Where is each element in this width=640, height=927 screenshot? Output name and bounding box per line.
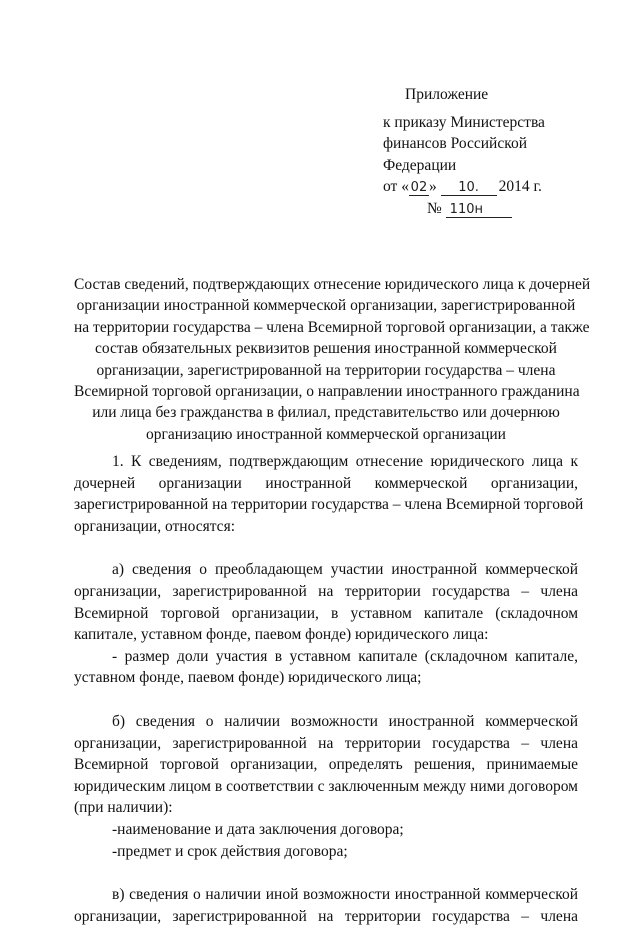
text-line: уставном фонде, паевом фонде) юридического лица; (74, 669, 422, 687)
text-line: б) сведения о наличии возможности иностранной коммерческой (112, 712, 578, 730)
text-line: - размер доли участия в уставном капитале (складочном капитале, (112, 647, 578, 665)
paragraph-b (74, 711, 578, 862)
text-line: юридическим лицом в соответствии с заключенным между ними договором (74, 777, 578, 795)
handwritten-day: 02 (410, 180, 428, 195)
paragraph-a (74, 559, 578, 689)
text-line: организации, относятся: (74, 517, 236, 535)
text-line: (при наличии): (74, 799, 173, 817)
order-reference-line: финансов Российской (383, 135, 528, 152)
order-reference-line: Федерации (383, 156, 457, 174)
date-mid: » (428, 178, 437, 195)
title-line: Всемирной торговой организации, о направлении иностранного гражданина (74, 383, 580, 401)
approval-block (383, 84, 583, 219)
text-line: организации, зарегистрированной на территории государства – члена (74, 907, 578, 925)
title-line: состав обязательных реквизитов решения иностранной коммерческой (95, 340, 557, 358)
date-year: 2014 г. (498, 178, 542, 195)
text-line: дочерней организации иностранной коммерческой организации, (74, 474, 578, 492)
title-line: Состав сведений, подтверждающих отнесение юридического лица к дочерней (74, 276, 591, 293)
order-date (383, 176, 583, 198)
title-line: организации иностранной коммерческой организации, зарегистрированной (76, 297, 576, 315)
text-line: организации, зарегистрированной на территории государства – члена (74, 734, 578, 752)
title-line: или лица без гражданства в филиал, представительство или дочернюю (92, 404, 560, 422)
text-line: капитале, уставном фонде, паевом фонде) юридического лица: (74, 626, 489, 644)
text-line: зарегистрированной на территории государства – члена Всемирной торговой (74, 496, 584, 514)
text-line: организации, зарегистрированной на территории государства – члена (74, 582, 578, 600)
document-title (74, 274, 591, 445)
list-item: -предмет и срок действия договора; (112, 842, 348, 860)
list-item: -наименование и дата заключения договора; (112, 820, 404, 838)
date-prefix: от « (383, 178, 409, 195)
paragraph-v (74, 884, 578, 927)
handwritten-month: 10. (441, 181, 497, 196)
paragraph-1 (74, 451, 584, 537)
title-line: организации, зарегистрированной на территории государства – члена (96, 361, 556, 379)
document-body (74, 451, 584, 927)
order-number (427, 198, 583, 220)
text-line: Всемирной торговой организации, определять решения, принимаемые (74, 756, 578, 774)
text-line: 1. К сведениям, подтверждающим отнесение юридического лица к (112, 453, 578, 470)
appendix-heading: Приложение (405, 86, 489, 103)
title-line: организацию иностранной коммерческой организации (146, 425, 506, 443)
order-reference-line: к приказу Министерства (383, 113, 545, 131)
number-prefix: № (427, 199, 442, 217)
text-line: в) сведения о наличии иной возможности иностранной коммерческой (112, 886, 578, 904)
text-line: а) сведения о преобладающем участии иностранной коммерческой (112, 561, 578, 579)
text-line: Всемирной торговой организации, в уставном капитале (складочном (74, 604, 578, 622)
handwritten-number: 110н (446, 203, 512, 218)
title-line: на территории государства – члена Всемирной торговой организации, а также (74, 318, 590, 336)
